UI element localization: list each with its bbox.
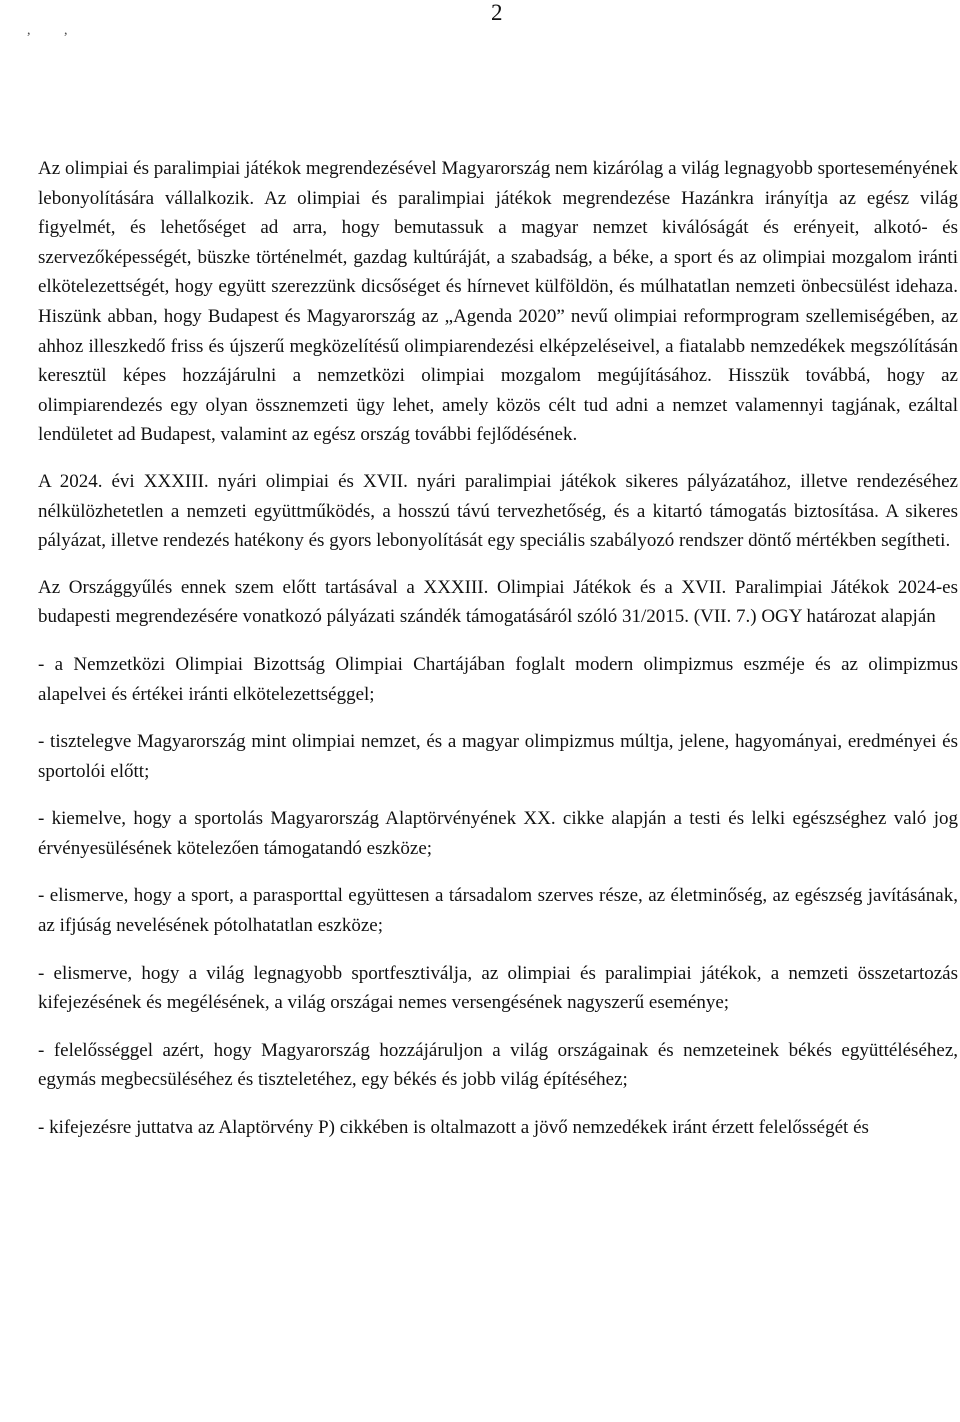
list-item: - kiemelve, hogy a sportolás Magyarország Alaptörvényének XX. cikke alapján a testi és lelki egészséghez való jog érvényesülésének kötelezően támogatandó eszköze; — [38, 808, 958, 859]
list-item: - a Nemzetközi Olimpiai Bizottság Olimpiai Chartájában foglalt modern olimpizmus eszméje és az olimpizmus alapelvei és értékei iránti elkötelezettséggel; — [38, 653, 958, 705]
list-item: - tisztelegve Magyarország mint olimpiai nemzet, és a magyar olimpizmus múltja, jelene, hagyományai, eredményei és sportolói előtt; — [38, 731, 958, 782]
scan-mark: , — [64, 23, 68, 38]
list-item: - elismerve, hogy a sport, a parasporttal együttesen a társadalom szerves része, az életminőség, az egészség javításának, az ifjúság nevelésének pótolhatatlan eszköze; — [38, 885, 958, 937]
document-body — [38, 154, 958, 1143]
list-item: - elismerve, hogy a világ legnagyobb sportfesztiválja, az olimpiai és paralimpiai játékok, a nemzeti összetartozás kifejezésének és megélésének, a világ országai nemes versengésének nagyszerű eseménye; — [38, 962, 958, 1014]
list-item: - felelősséggel azért, hogy Magyarország hozzájáruljon a világ országainak és nemzeteinek békés együttéléséhez, egymás megbecsüléséhez és tiszteletéhez, egy békés és jobb világ építéséhez; — [38, 1039, 958, 1091]
scan-mark: , — [27, 23, 31, 38]
bid-support-paragraph: A 2024. évi XXXIII. nyári olimpiai és XVII. nyári paralimpiai játékok sikeres pályázatához, illetve rendezéséhez nélkülözhetetlen a nemzeti együttműködés, a hosszú távú tervezhetőség, és a kitartó támogatás biztosítása. A sikeres pályázat, illetve rendezés hatékony és gyors lebonyolítását egy speciális szabályozó rendszer döntő mértékben segítheti. — [38, 470, 958, 552]
parliament-resolution-paragraph: Az Országgyűlés ennek szem előtt tartásával a XXXIII. Olimpiai Játékok és a XVII. Paralimpiai Játékok 2024-es budapesti megrendezésére vonatkozó pályázati szándék támogatásáról szóló 31/2015. (VII. 7.) OGY határozat alapján — [38, 576, 958, 628]
intro-paragraph: Az olimpiai és paralimpiai játékok megrendezésével Magyarország nem kizárólag a világ legnagyobb sporteseményének lebonyolítására vállalkozik. Az olimpiai és paralimpiai játékok megrendezése Hazánkra irányítja az egész világ figyelmét, és lehetőséget ad arra, hogy bemutassuk a magyar nemzet kiválóságát és erényeit, alkotó- és szervezőképességét, büszke történelmét, gazdag kultúráját, a szabadság, a béke, a sport és az olimpiai mozgalom iránti elkötelezettségét, hogy együtt szerezzünk dicsőséget és hírnevet külföldön, és múlhatatlan nemzeti önbecsülést idehaza. Hiszünk abban, hogy Budapest és Magyarország az „Agenda 2020” nevű olimpiai reformprogram szellemiségében, az ahhoz illeszkedő friss és újszerű megközelítésű olimpiarendezési elképzeléseivel, a fiatalabb nemzedékek megszólításán keresztül képes hozzájárulni a nemzetközi olimpiai mozgalom megújításához. Hisszük továbbá, hogy az olimpiarendezés egy olyan össznemzeti ügy lehet, amely közös célt tud adni a nemzet valamennyi tagjának, ezáltal lendületet ad Budapest, valamint az egész ország további fejlődésének. — [38, 158, 958, 446]
list-item: - kifejezésre juttatva az Alaptörvény P) cikkében is oltalmazott a jövő nemzedékek iránt érzett felelősségét és — [38, 1117, 869, 1139]
page-number: 2 — [491, 0, 503, 25]
considerations-list — [38, 650, 958, 1143]
